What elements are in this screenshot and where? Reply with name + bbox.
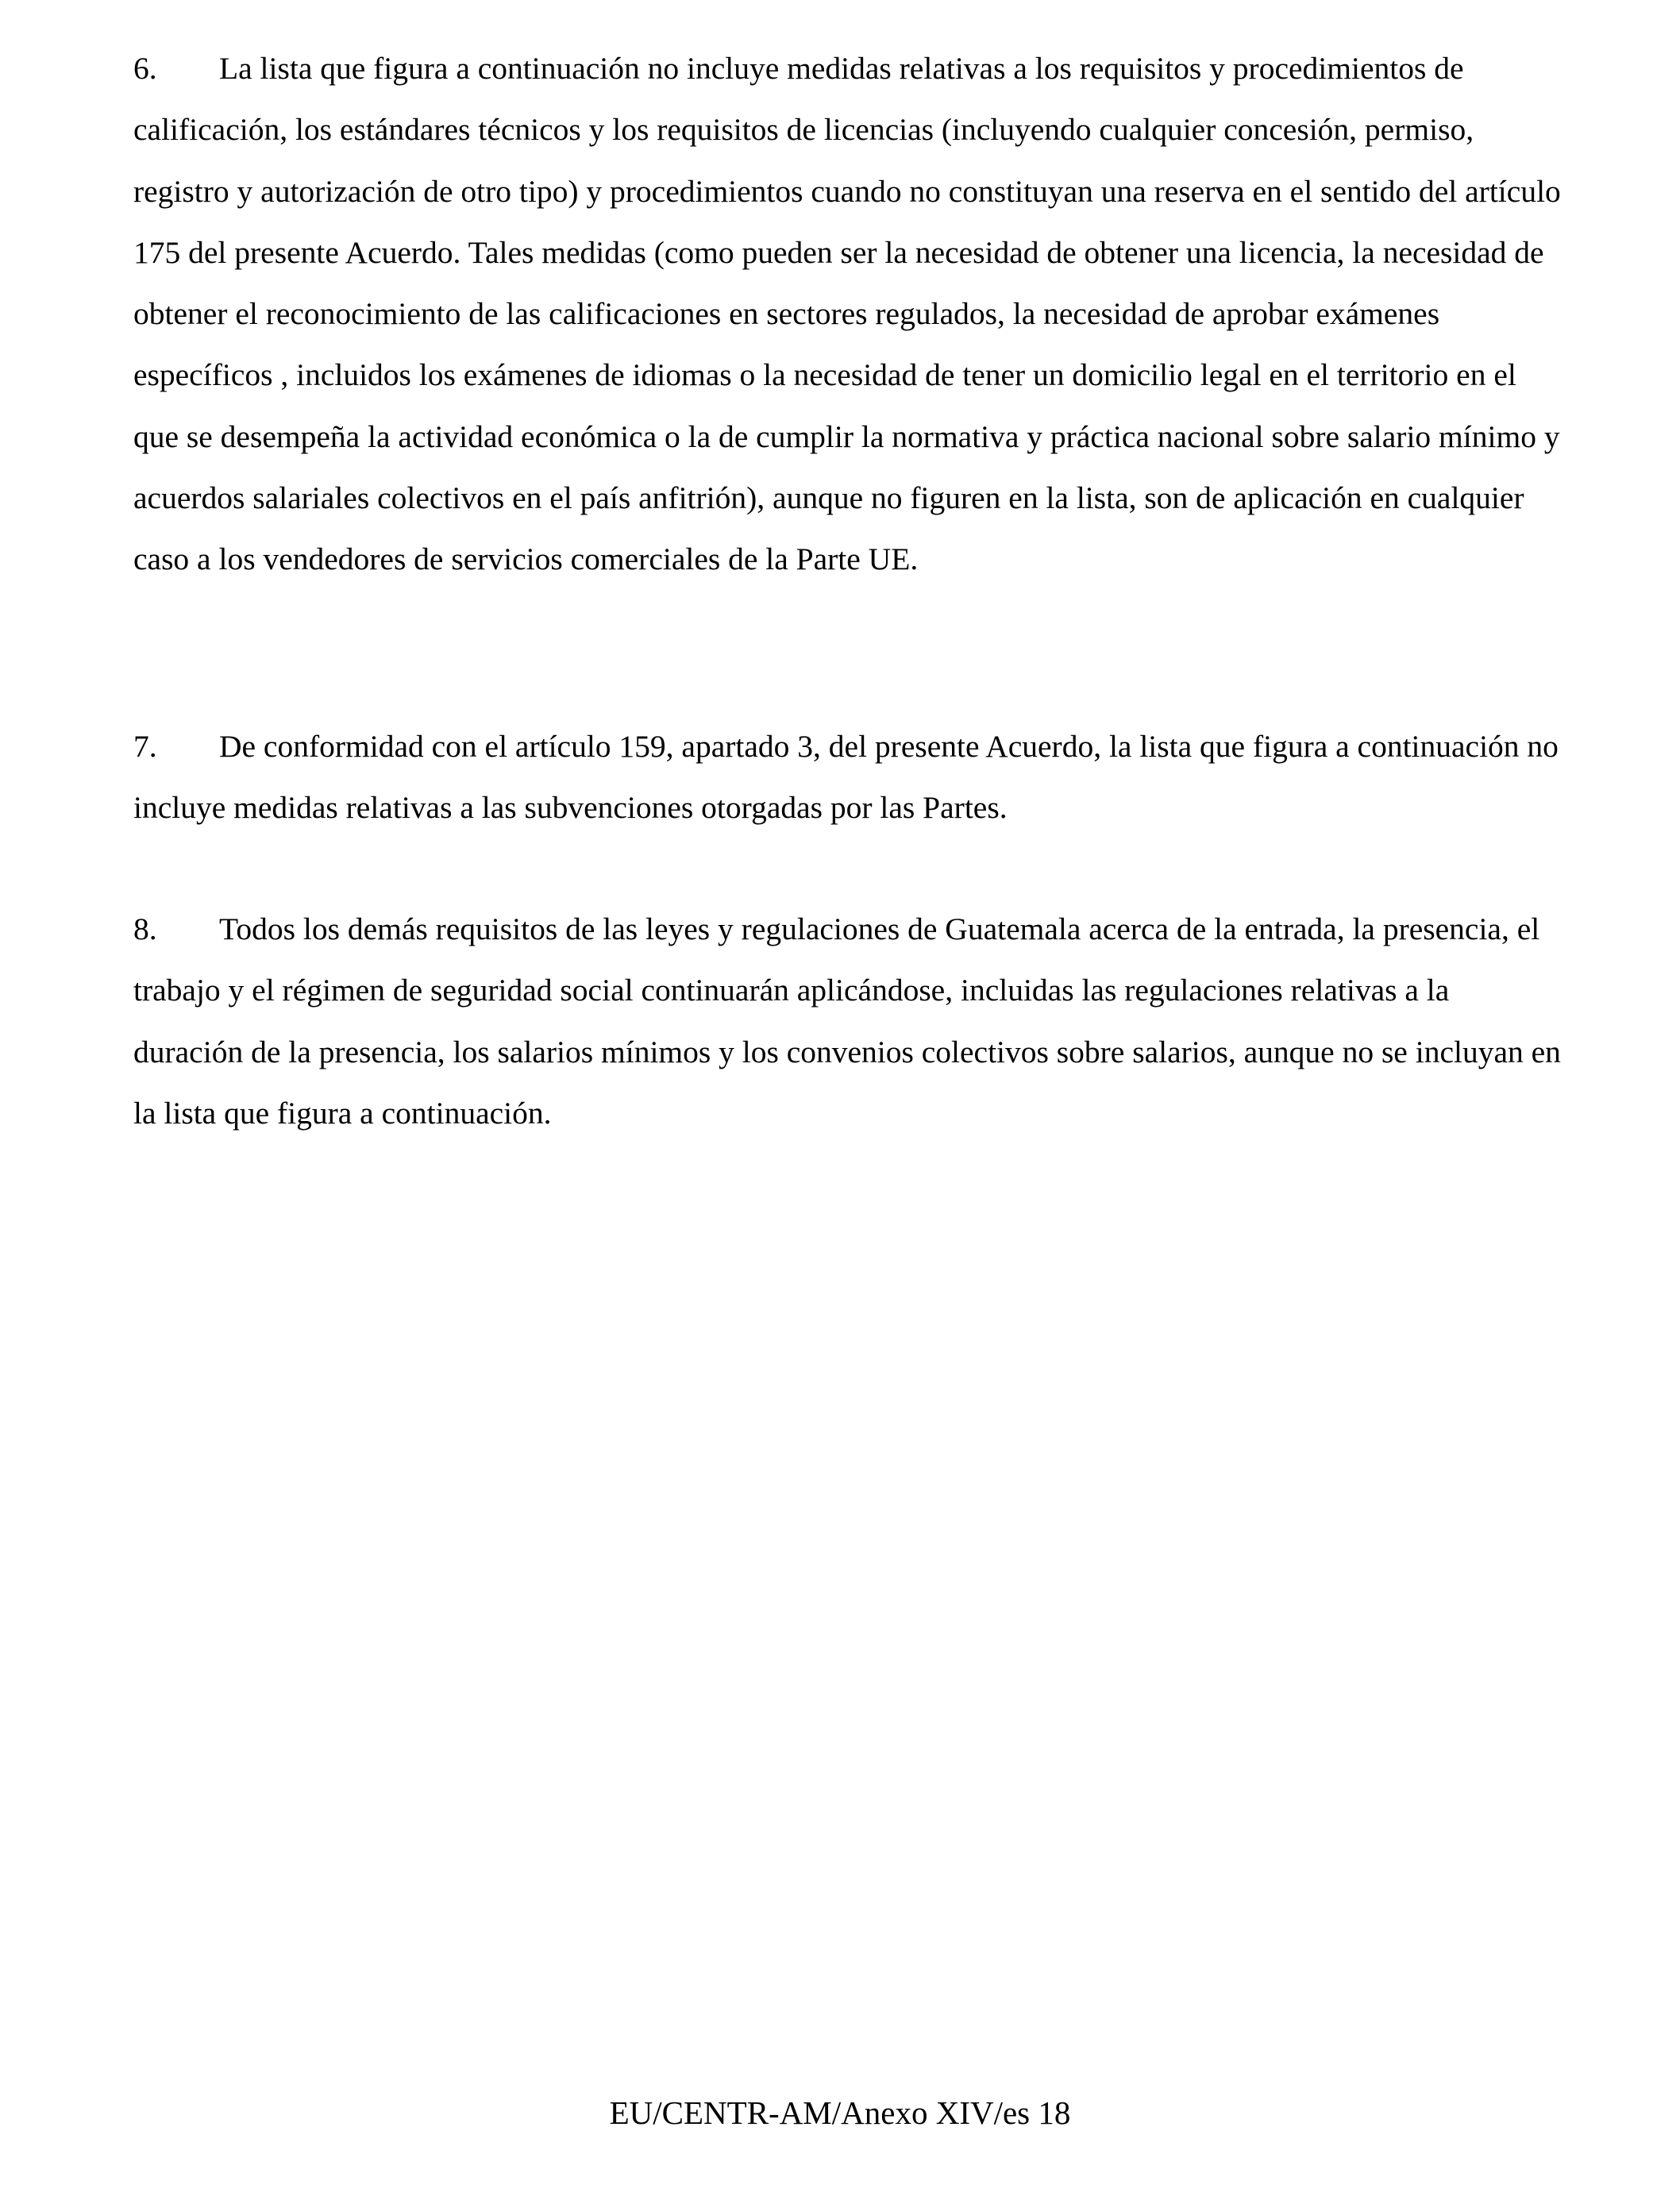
- paragraph-8: [133, 899, 1562, 1144]
- paragraph-number: 7.: [133, 729, 157, 764]
- paragraph-text: La lista que figura a continuación no incluye medidas relativas a los requisitos y procedimientos de calificación, los estándares técnicos y los requisitos de licencias (incluyendo cualquier concesión, permiso, registro y autorización de otro tipo) y procedimientos cuando no constituyan una reserva en el sentido del artículo 175 del presente Acuerdo. Tales medidas (como pueden ser la necesidad de obtener una licencia, la necesidad de obtener el reconocimiento de las calificaciones en sectores regulados, la necesidad de aprobar exámenes específicos , incluidos los exámenes de idiomas o la necesidad de tener un domicilio legal en el territorio en el que se desempeña la actividad económica o la de cumplir la normativa y práctica nacional sobre salario mínimo y acuerdos salariales colectivos en el país anfitrión), aunque no figuren en la lista, son de aplicación en cualquier caso a los vendedores de servicios comerciales de la Parte UE.: [133, 51, 1561, 577]
- paragraph-7: [133, 716, 1562, 839]
- page-footer: EU/CENTR-AM/Anexo XIV/es 18: [609, 2094, 1071, 2131]
- paragraph-6: [133, 38, 1562, 591]
- paragraph-number: 6.: [133, 51, 157, 86]
- paragraph-number: 8.: [133, 911, 157, 946]
- paragraph-text: Todos los demás requisitos de las leyes y regulaciones de Guatemala acerca de la entrada, la presencia, el trabajo y el régimen de seguridad social continuarán aplicándose, incluidas las regulaciones relativas a la duración de la presencia, los salarios mínimos y los convenios colectivos sobre salarios, aunque no se incluyan en la lista que figura a continuación.: [133, 911, 1561, 1131]
- paragraph-text: De conformidad con el artículo 159, apartado 3, del presente Acuerdo, la lista que figura a continuación no incluye medidas relativas a las subvenciones otorgadas por las Partes.: [133, 729, 1559, 826]
